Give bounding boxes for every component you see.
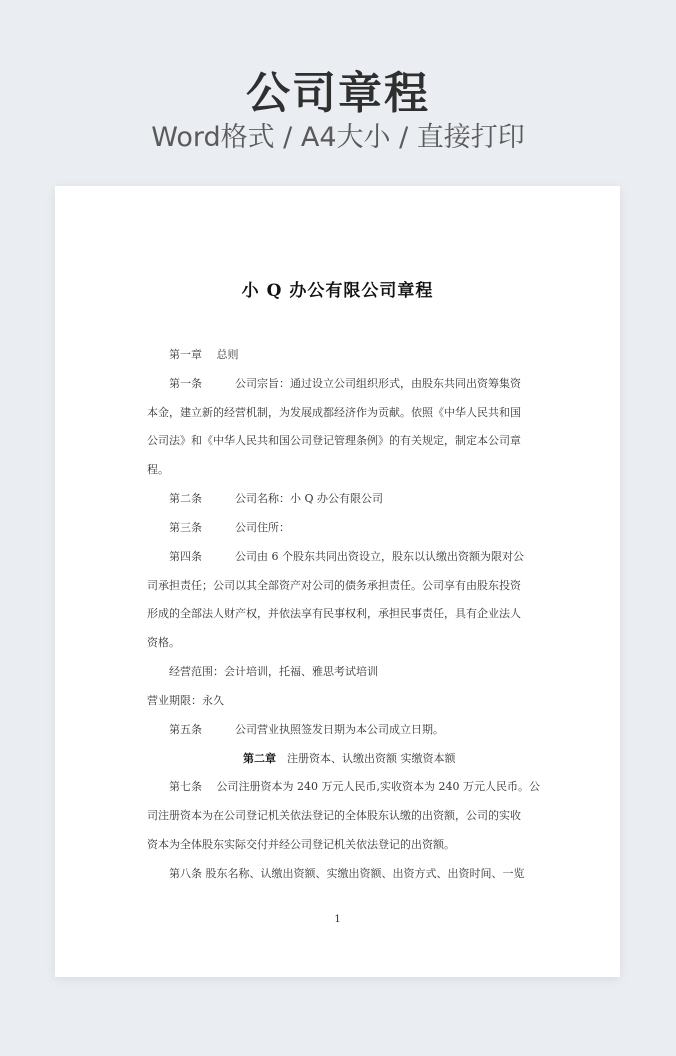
doc-line-article8: 第八条 股东名称、认缴出资额、实缴出资额、出资方式、出资时间、一览 bbox=[147, 867, 525, 880]
doc-line-chapter2 bbox=[243, 752, 456, 766]
doc-line-business-term: 营业期限：永久 bbox=[147, 694, 224, 707]
doc-line-article7-b: 司注册资本为在公司登记机关依法登记的全体股东认缴的出资额，公司的实收 bbox=[147, 809, 521, 822]
document-title: 小 Q 办公有限公司章程 bbox=[241, 281, 434, 301]
document-page bbox=[55, 186, 620, 977]
doc-line-article1-b: 本金，建立新的经营机制，为发展成都经济作为贡献。依照《中华人民共和国 bbox=[147, 406, 521, 419]
doc-line-article1-a: 第一条 公司宗旨：通过设立公司组织形式，由股东共同出资筹集资 bbox=[147, 377, 521, 390]
doc-line-article7-a: 第七条 公司注册资本为 240 万元人民币,实收资本为 240 万元人民币。公 bbox=[147, 780, 540, 793]
hero-title: 公司章程 bbox=[246, 68, 430, 119]
doc-line-article5: 第五条 公司营业执照签发日期为本公司成立日期。 bbox=[147, 723, 444, 736]
doc-line-business-scope: 经营范围：会计培训，托福、雅思考试培训 bbox=[147, 665, 378, 678]
page-number: 1 bbox=[334, 914, 341, 925]
doc-line-chapter1: 第一章 总则 bbox=[147, 348, 239, 361]
doc-line-article7-c: 资本为全体股东实际交付并经公司登记机关依法登记的出资额。 bbox=[147, 838, 455, 851]
doc-line-article2: 第二条 公司名称：小 Q 办公有限公司 bbox=[147, 492, 384, 505]
chapter2-subtitle: 注册资本、认缴出资额 实缴资本额 bbox=[276, 752, 456, 765]
doc-line-article3: 第三条 公司住所： bbox=[147, 521, 290, 534]
doc-line-article1-c: 公司法》和《中华人民共和国公司登记管理条例》的有关规定，制定本公司章 bbox=[147, 434, 521, 447]
chapter2-heading: 第二章 bbox=[243, 752, 276, 765]
doc-line-article4-a: 第四条 公司由 6 个股东共同出资设立，股东以认缴出资额为限对公 bbox=[147, 550, 524, 563]
doc-line-article1-d: 程。 bbox=[147, 463, 169, 476]
doc-line-article4-c: 形成的全部法人财产权，并依法享有民事权利，承担民事责任，具有企业法人 bbox=[147, 607, 521, 620]
doc-line-article4-b: 司承担责任；公司以其全部资产对公司的债务承担责任。公司享有由股东投资 bbox=[147, 579, 521, 592]
hero-subtitle: Word格式 / A4大小 / 直接打印 bbox=[151, 122, 525, 153]
doc-line-article4-d: 资格。 bbox=[147, 636, 180, 649]
